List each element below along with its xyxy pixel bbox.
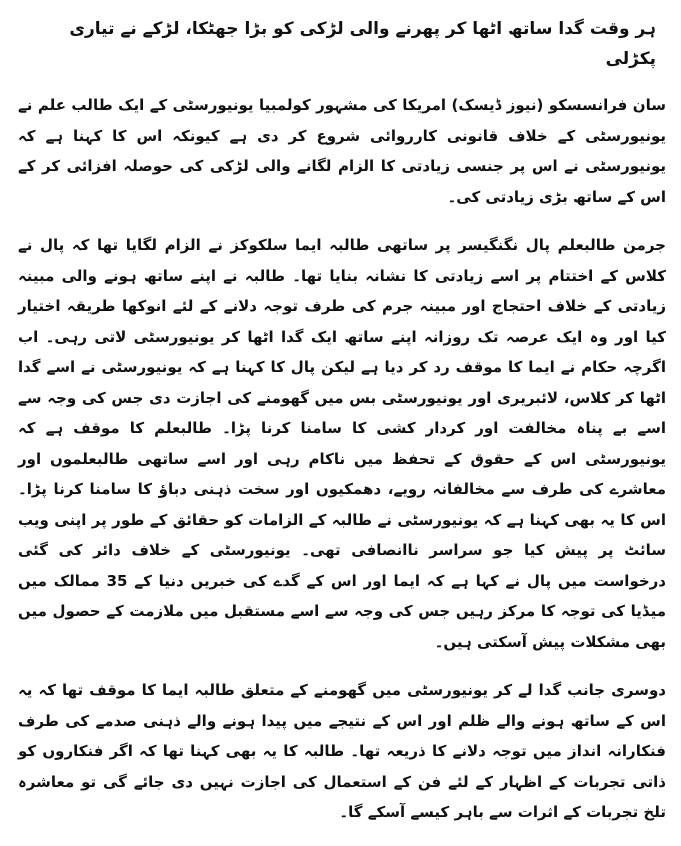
article-paragraph-1: سان فرانسسکو (نیوز ڈیسک) امریکا کی مشہور کولمبیا یونیورسٹی کے ایک طالب علم نے یونیورسٹی کے خلاف قانونی کارروائی شروع کر دی ہے کیونکہ اس کا کہنا ہے کہ یونیورسٹی نے اس پر جنسی زیادتی کا الزام لگانے والی لڑکی کی حوصلہ افزائی کر کے اس کے ساتھ بڑی زیادتی کی۔ [18, 96, 666, 206]
article-paragraph-2: جرمن طالبعلم پال نگنگیسر پر ساتھی طالبہ ایما سلکوکز نے الزام لگایا تھا کہ پال نے کلاس کے اختتام پر اسے زیادتی کا نشانہ بنایا تھا۔ طالبہ نے اپنے ساتھ ہونے والی مبینہ زیادتی کے خلاف احتجاج اور مبینہ جرم کی طرف توجہ دلانے کے لئے انوکھا طریقہ اختیار کیا اور وہ ایک عرصہ تک روزانہ اپنے ساتھ ایک گدا اٹھا کر یونیورسٹی لاتی رہی۔ اب اگرچہ حکام نے ایما کا موقف رد کر دیا ہے لیکن پال کا کہنا ہے کہ یونیورسٹی نے اسے گدا اٹھا کر کلاس، لائبریری اور یونیورسٹی بس میں گھومنے کی اجازت دی جس کی وجہ سے اسے بے پناہ مخالفت اور کردار کشی کا سامنا کرنا پڑا۔ طالبعلم کا موقف ہے کہ یونیورسٹی اس کے حقوق کے تحفظ میں ناکام رہی اور اسے ساتھی طالبعلموں اور معاشرے کی طرف سے مخالفانہ رویے، دھمکیوں اور سخت ذہنی دباؤ کا سامنا کرنا پڑا۔ اس کا یہ بھی کہنا ہے کہ یونیورسٹی نے طالبہ کے الزامات کو حقائق کے طور پر اپنی ویب سائٹ پر پیش کیا جو سراسر ناانصافی تھی۔ یونیورسٹی کے خلاف دائر کی گئی درخواست میں پال نے کہا ہے کہ ایما اور اس کے گدے کی خبریں دنیا کے 35 ممالک میں میڈیا کی توجہ کا مرکز رہیں جس کی وجہ سے اسے مستقبل میں ملازمت کے حصول میں بھی مشکلات پیش آسکتی ہیں۔ [18, 236, 667, 651]
article-paragraph-3: دوسری جانب گدا لے کر یونیورسٹی میں گھومنے کے متعلق طالبہ ایما کا موقف تھا کہ یہ اس کے ساتھ ہونے والے ظلم اور اس کے نتیجے میں پیدا ہونے والے ذہنی صدمے کی طرف فنکارانہ انداز میں توجہ دلانے کا ذریعہ تھا۔ طالبہ کا یہ بھی کہنا تھا کہ اگر فنکاروں کو ذاتی تجربات کے اظہار کے لئے فن کے استعمال کی اجازت نہیں دی جائے گی تو معاشرہ تلخ تجربات کے اثرات سے باہر کیسے آسکے گا۔ [18, 681, 666, 821]
article-headline: ہر وقت گدا ساتھ اٹھا کر پھرنے والی لڑکی کو بڑا جھٹکا، لڑکے نے تیاری پکڑلی [69, 19, 656, 69]
news-article [18, 14, 666, 846]
